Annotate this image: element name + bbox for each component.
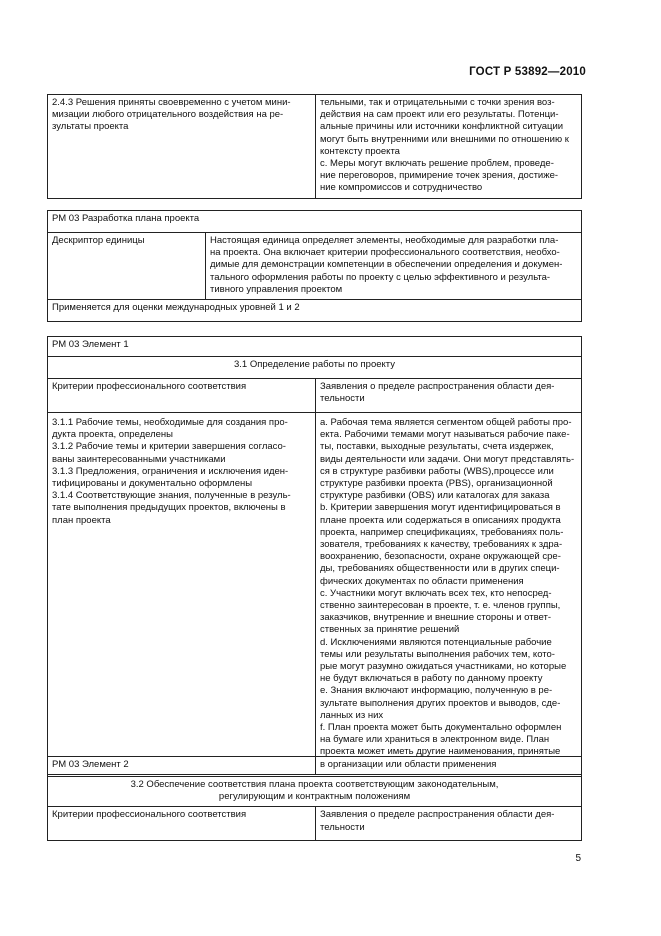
text-line: могут быть внутренними или внешними по отношению к (320, 133, 569, 145)
table-row (48, 757, 582, 777)
text-line: на бумаге или храниться в электронном виде. План (320, 734, 550, 746)
element-title-cell: РМ 03 Элемент 2 (48, 757, 582, 777)
text-line: план проекта (52, 514, 111, 526)
text-line: на проекта. Она включает критерии профессионального соответствия, необхо- (210, 247, 560, 259)
text-line: Заявления о пределе распространения области дея- (320, 809, 555, 821)
table-row (48, 337, 582, 357)
text-line: фических документах по области применения (320, 575, 524, 587)
table-row (48, 413, 582, 775)
table-row (48, 300, 582, 322)
text-line: ся в структуре разбивки работы (WBS),процессе или (320, 465, 554, 477)
text-line: c. Участники могут включать всех тех, кто непосред- (320, 587, 552, 599)
text-line: зователя, требованиях к качеству, требованиях к здра- (320, 539, 563, 551)
text-line: темы или результаты выполнения рабочих тем, кото- (320, 648, 555, 660)
text-line: c. Меры могут включать решение проблем, проведе- (320, 158, 554, 170)
text-line: проекта, например спецификациях, требованиях поль- (320, 526, 564, 538)
element-subtitle-cell: 3.1 Определение работы по проекту (48, 357, 582, 379)
text-line: a. Рабочая тема является сегментом общей работы про- (320, 417, 572, 428)
unit-title-cell: РМ 03 Разработка плана проекта (48, 211, 582, 233)
text-line: ды, требованиях общественности или в других специ- (320, 563, 560, 575)
scope-cell (316, 413, 582, 775)
criteria-cell (48, 95, 316, 199)
text-line: 3.1.2 Рабочие темы и критерии завершения согласо- (52, 441, 286, 453)
text-line: d. Исключениями являются потенциальные рабочие (320, 636, 552, 648)
text-line: регулирующим и контрактным положениям (218, 791, 411, 803)
text-line: екта. Рабочими темами могут называться рабочие паке- (320, 429, 570, 441)
text-line: виды деятельности или задачи. Они могут представлять- (320, 453, 575, 465)
text-line: ственно заинтересован в проекте, т. е. членов группы, (320, 600, 561, 612)
criteria-cell (48, 413, 316, 775)
criteria-header-cell: Критерии профессионального соответствия (48, 807, 316, 841)
text-line: b. Критерии завершения могут идентифицироваться в (320, 502, 561, 514)
text-line: димые для демонстрации компетенции в обеспечении определения и докумен- (210, 259, 563, 271)
table-row (48, 95, 582, 199)
text-line: 3.2 Обеспечение соответствия плана проекта соответствующим законодательным, (130, 779, 499, 790)
text-line: не будут включаться в работу по данному проекту (320, 673, 543, 685)
element-1-table (47, 336, 582, 775)
element-subtitle-cell (48, 777, 582, 807)
text-line: Заявления о пределе распространения области дея- (320, 381, 555, 392)
text-line: зультате выполнения других проектов и выводов, сде- (320, 697, 561, 709)
text-line: плане проекта или содержаться в описаниях продукта (320, 514, 561, 526)
scope-header-cell (316, 379, 582, 413)
text-line: проекта может иметь другие наименования, принятые (320, 746, 561, 758)
text-line: дукта проекта, определены (52, 429, 173, 441)
continuation-table (47, 94, 582, 199)
scope-header-cell (316, 807, 582, 841)
text-line: тельными, так и отрицательными с точки зрения воз- (320, 97, 555, 108)
table-row (48, 357, 582, 379)
text-line: 3.1.3 Предложения, ограничения и исключения иден- (52, 465, 289, 477)
text-line: структуре разбивки проекта (PBS), организационной (320, 478, 553, 490)
text-line: Настоящая единица определяет элементы, необходимые для разработки пла- (210, 235, 559, 246)
text-line: ваны заинтересованными участниками (52, 453, 226, 465)
table-row (48, 379, 582, 413)
criteria-header-cell: Критерии профессионального соответствия (48, 379, 316, 413)
text-line: ты, поставки, выходные результаты, счета издержек, (320, 441, 554, 453)
text-line: контексту проекта (320, 145, 400, 157)
text-line: мизации любого отрицательного воздействия на ре- (52, 109, 284, 121)
text-line: ланных из них (320, 709, 384, 721)
text-line: структуре разбивки (OBS) или каталогах для заказа (320, 490, 550, 502)
descriptor-text-cell (206, 233, 582, 300)
element-2-table (47, 756, 582, 841)
element-title-cell: РМ 03 Элемент 1 (48, 337, 582, 357)
text-line: зультаты проекта (52, 121, 129, 133)
table-row (48, 807, 582, 841)
text-line: тельности (320, 393, 365, 405)
text-line: тивного управления проектом (210, 283, 343, 295)
descriptor-label-cell: Дескриптор единицы (48, 233, 206, 300)
text-line: тального оформления работы по проекту с целью эффективного и результа- (210, 271, 551, 283)
page-header-title: ГОСТ Р 53892—2010 (469, 66, 586, 78)
text-line: в организации или области применения (320, 758, 497, 770)
text-line: действия на сам проект или его результаты. Потенци- (320, 109, 559, 121)
text-line: тате выполнения предыдущих проектов, включены в (52, 502, 286, 514)
text-line: воохранению, безопасности, охране окружающей сре- (320, 551, 561, 563)
text-line: f. План проекта может быть документально оформлен (320, 722, 562, 734)
text-line: e. Знания включают информацию, полученную в ре- (320, 685, 553, 697)
table-row (48, 211, 582, 233)
text-line: 3.1.4 Соответствующие знания, полученные в резуль- (52, 490, 291, 502)
unit-descriptor-table (47, 210, 582, 322)
table-row (48, 777, 582, 807)
applies-cell: Применяется для оценки международных уровней 1 и 2 (48, 300, 582, 322)
text-line: рые могут разумно ожидаться участниками, но которые (320, 661, 567, 673)
text-line: 2.4.3 Решения приняты своевременно с учетом мини- (52, 97, 291, 108)
table-row (48, 233, 582, 300)
text-line: тифицированы и документально оформлены (52, 478, 253, 490)
text-line: ственных за принятие решений (320, 624, 460, 636)
text-line: 3.1.1 Рабочие темы, необходимые для создания про- (52, 417, 288, 428)
text-line: тельности (320, 821, 365, 833)
scope-cell (316, 95, 582, 199)
text-line: ние компромиссов и сотрудничество (320, 182, 483, 194)
text-line: заказчиков, внутренние и внешние стороны и ответ- (320, 612, 552, 624)
text-line: альные причины или источники конфликтной ситуации (320, 121, 564, 133)
text-line: ние переговоров, примирение точек зрения, достиже- (320, 170, 559, 182)
page-number: 5 (575, 853, 581, 864)
